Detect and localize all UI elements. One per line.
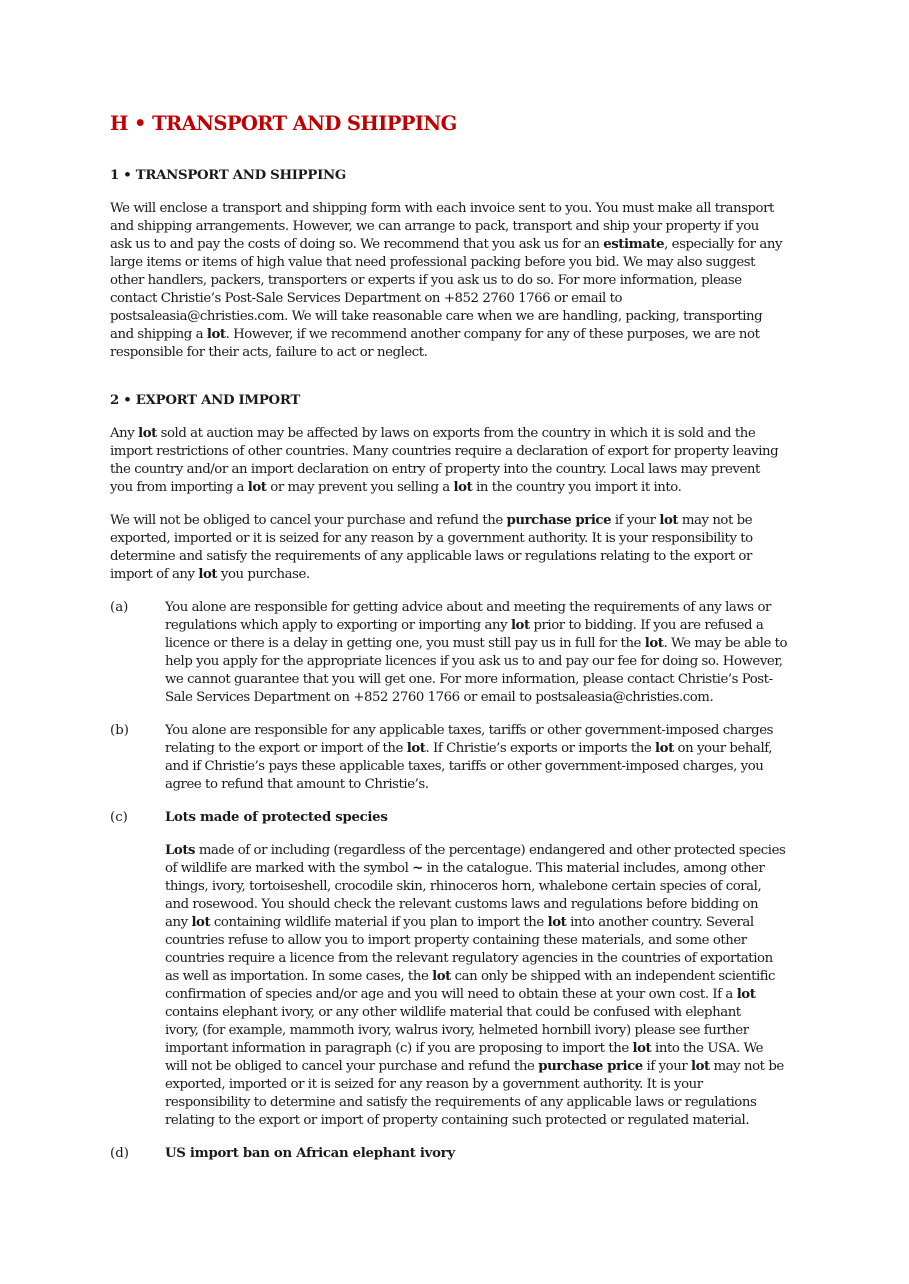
text-line <box>165 635 815 653</box>
text-segment: and shipping a <box>110 327 207 342</box>
text-segment: can only be shipped with an independent scientific <box>450 969 776 984</box>
text-line: countries require a licence from the relevant regulatory agencies in the countries of exportation <box>165 951 773 966</box>
text-line <box>110 326 810 344</box>
text-segment: relating to the export or import of the <box>165 741 407 756</box>
text-segment: ask us to and pay the costs of doing so. We recommend that you ask us for an <box>110 237 604 252</box>
text-line: determine and satisfy the requirements of any applicable laws or regulations relating to the export or <box>110 549 752 564</box>
section-1-paragraph <box>110 200 810 362</box>
item-d-label: (d) <box>110 1146 129 1161</box>
text-line <box>165 1040 815 1058</box>
text-segment: may not be <box>709 1059 784 1074</box>
text-line: Sale Services Department on +852 2760 1766 or email to postsaleasia@christies.com. <box>165 690 714 705</box>
section-1-title: 1 • TRANSPORT AND SHIPPING <box>110 168 346 183</box>
item-a-paragraph <box>165 599 815 707</box>
defined-term: lot <box>510 618 530 633</box>
defined-term: lot <box>453 480 473 495</box>
text-segment: Any <box>110 426 139 441</box>
section-2-paragraph-1 <box>110 425 810 497</box>
text-line: You alone are responsible for getting advice about and meeting the requirements of any laws or <box>165 600 771 615</box>
defined-term: lot <box>632 1041 652 1056</box>
text-line: and shipping arrangements. However, we can arrange to pack, transport and ship your property if you <box>110 219 759 234</box>
section-2-title: 2 • EXPORT AND IMPORT <box>110 393 300 408</box>
text-segment: . We may be able to <box>663 636 788 651</box>
item-c-label: (c) <box>110 810 128 825</box>
defined-term: purchase price <box>538 1059 643 1074</box>
text-line: we cannot guarantee that you will get one. For more information, please contact Christie’s Post- <box>165 672 773 687</box>
defined-term: lot <box>644 636 664 651</box>
text-line: contains elephant ivory, or any other wildlife material that could be confused with elephant <box>165 1005 741 1020</box>
text-segment: important information in paragraph (c) if you are proposing to import the <box>165 1041 633 1056</box>
defined-term: ~ <box>412 861 423 876</box>
text-line: ivory, (for example, mammoth ivory, walrus ivory, helmeted hornbill ivory) please see further <box>165 1023 749 1038</box>
text-line: exported, imported or it is seized for any reason by a government authority. It is your responsibility to <box>110 531 753 546</box>
text-segment: regulations which apply to exporting or importing any <box>165 618 511 633</box>
text-segment: if your <box>611 513 660 528</box>
text-line: We will enclose a transport and shipping form with each invoice sent to you. You must make all transport <box>110 201 774 216</box>
text-line: countries refuse to allow you to import property containing these materials, and some other <box>165 933 747 948</box>
text-segment: will not be obliged to cancel your purchase and refund the <box>165 1059 539 1074</box>
text-segment: in the catalogue. This material includes, among other <box>422 861 765 876</box>
text-segment: any <box>165 915 192 930</box>
item-a-label: (a) <box>110 600 129 615</box>
text-line <box>110 566 810 584</box>
text-segment: you from importing a <box>110 480 248 495</box>
text-line <box>165 842 815 860</box>
text-segment: . If Christie’s exports or imports the <box>425 741 656 756</box>
text-line <box>110 425 810 443</box>
item-c-paragraph <box>165 842 815 1130</box>
item-c-title: Lots made of protected species <box>165 810 388 825</box>
defined-term: lot <box>736 987 756 1002</box>
text-segment: or may prevent you selling a <box>266 480 454 495</box>
defined-term: lot <box>406 741 426 756</box>
text-line: the country and/or an import declaration on entry of property into the country. Local laws may prevent <box>110 462 760 477</box>
text-segment: prior to bidding. If you are refused a <box>529 618 764 633</box>
defined-term: lot <box>691 1059 710 1074</box>
text-segment: import of any <box>110 567 199 582</box>
text-segment: made of or including (regardless of the percentage) endangered and other protected species <box>195 843 786 858</box>
text-segment: , especially for any <box>664 237 783 252</box>
defined-term: lot <box>547 915 567 930</box>
text-segment: into the USA. We <box>651 1041 764 1056</box>
defined-term: lot <box>432 969 451 984</box>
text-line <box>165 914 815 932</box>
defined-term: estimate <box>603 237 665 252</box>
text-line: agree to refund that amount to Christie’s. <box>165 777 429 792</box>
defined-term: lot <box>191 915 211 930</box>
defined-term: lot <box>206 327 226 342</box>
text-segment: containing wildlife material if you plan to import the <box>210 915 548 930</box>
text-line <box>165 740 815 758</box>
defined-term: lot <box>198 567 218 582</box>
defined-term: lot <box>138 426 157 441</box>
text-line: and if Christie’s pays these applicable taxes, tariffs or other government-imposed charges, you <box>165 759 764 774</box>
text-segment: into another country. Several <box>566 915 754 930</box>
text-line <box>165 986 815 1004</box>
defined-term: lot <box>655 741 674 756</box>
text-line <box>110 236 810 254</box>
text-line: You alone are responsible for any applicable taxes, tariffs or other government-imposed charges <box>165 723 774 738</box>
text-line <box>165 968 815 986</box>
text-line: responsible for their acts, failure to act or neglect. <box>110 345 428 360</box>
item-d-title: US import ban on African elephant ivory <box>165 1146 455 1161</box>
item-b-label: (b) <box>110 723 129 738</box>
defined-term: purchase price <box>506 513 612 528</box>
page-heading: H • TRANSPORT AND SHIPPING <box>110 112 457 135</box>
text-line <box>165 1058 815 1076</box>
text-line: postsaleasia@christies.com. We will take reasonable care when we are handling, packing, transporting <box>110 309 763 324</box>
text-line: contact Christie’s Post-Sale Services Department on +852 2760 1766 or email to <box>110 291 623 306</box>
text-line: things, ivory, tortoiseshell, crocodile skin, rhinoceros horn, whalebone certain species of coral, <box>165 879 762 894</box>
text-line: large items or items of high value that need professional packing before you bid. We may also suggest <box>110 255 756 270</box>
text-segment: of wildlife are marked with the symbol <box>165 861 413 876</box>
section-2-paragraph-2 <box>110 512 810 584</box>
text-segment: sold at auction may be affected by laws on exports from the country in which it is sold and the <box>156 426 756 441</box>
text-segment: on your behalf, <box>673 741 773 756</box>
defined-term: lot <box>247 480 267 495</box>
text-line <box>165 617 815 635</box>
text-line: import restrictions of other countries. Many countries require a declaration of export for property leaving <box>110 444 779 459</box>
text-segment: may not be <box>678 513 753 528</box>
text-segment: . However, if we recommend another company for any of these purposes, we are not <box>225 327 760 342</box>
item-b-paragraph <box>165 722 815 794</box>
text-segment: if your <box>642 1059 692 1074</box>
text-line <box>110 479 810 497</box>
text-segment: confirmation of species and/or age and you will need to obtain these at your own cost. If a <box>165 987 737 1002</box>
text-segment: you purchase. <box>217 567 310 582</box>
text-line <box>110 512 810 530</box>
text-line: and rosewood. You should check the relevant customs laws and regulations before bidding on <box>165 897 759 912</box>
text-line: exported, imported or it is seized for any reason by a government authority. It is your <box>165 1077 703 1092</box>
text-line: responsibility to determine and satisfy the requirements of any applicable laws or regulations <box>165 1095 757 1110</box>
text-line: relating to the export or import of property containing such protected or regulated material. <box>165 1113 750 1128</box>
text-line <box>165 860 815 878</box>
text-line: help you apply for the appropriate licences if you ask us to and pay our fee for doing so. However, <box>165 654 783 669</box>
text-segment: We will not be obliged to cancel your purchase and refund the <box>110 513 507 528</box>
text-segment: as well as importation. In some cases, the <box>165 969 433 984</box>
text-line: other handlers, packers, transporters or experts if you ask us to do so. For more information, please <box>110 273 742 288</box>
defined-term: Lots <box>165 843 196 858</box>
text-segment: in the country you import it into. <box>472 480 682 495</box>
defined-term: lot <box>659 513 679 528</box>
text-segment: licence or there is a delay in getting one, you must still pay us in full for the <box>165 636 645 651</box>
